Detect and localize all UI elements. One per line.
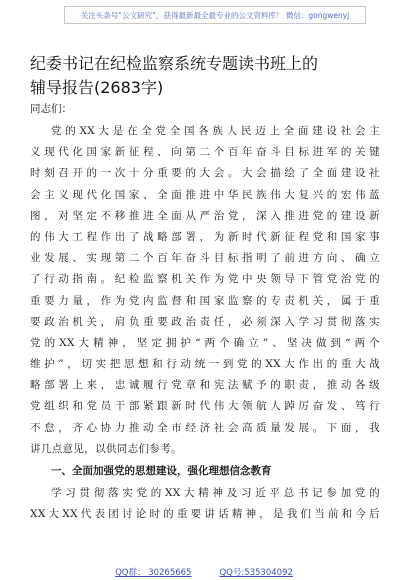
paragraph-line: 会主义现代化国家、全面推进中华民族伟大复兴的宏伟蓝 [30, 188, 380, 201]
paragraph-line: 时刻召开的一次十分重要的大会。大会描绘了全面建设社 [30, 167, 380, 180]
salutation: 同志们： [30, 103, 72, 115]
paragraph-line: 党组织和党员干部紧跟新时代伟大领航人踔厉奋发、笃行 [30, 400, 380, 413]
paragraph-line: 学习贯彻落实党的XX大精神及习近平总书记参加党的 [51, 487, 380, 499]
paragraph-2 [30, 483, 380, 525]
paragraph-line: 的伟大工程作出了战略部署，为新时代新征程党和国家事 [30, 230, 380, 243]
paragraph-line: 义现代化国家新征程、向第二个百年奋斗目标进军的关键 [30, 146, 380, 159]
paragraph-line: 不怠，齐心协力推动全市经济社会高质量发展。下面，我 [30, 421, 380, 434]
paragraph-line: 业发展、实现第二个百年奋斗目标指明了前进方向、确立 [30, 252, 380, 265]
paragraph-line: 了行动指南。纪检监察机关作为党中央领导下管党治党的 [30, 273, 380, 286]
paragraph-line: 维护”，切实把思想和行动统一到党的XX大作出的重大战 [30, 358, 380, 371]
paragraph-line: 重要力量，作为党内监督和国家监察的专责机关，属于重 [30, 294, 380, 307]
paragraph-line: 党的XX大是在全党全国各族人民迈上全面建设社会主 [51, 125, 380, 137]
footer-qq-group-link[interactable]: QQ群： 30265665 [115, 568, 192, 578]
document-title [30, 52, 360, 100]
footer-contact-banner [0, 564, 408, 580]
document-title-line-2: 辅导报告(2683字) [30, 78, 164, 97]
paragraph-line: 要政治机关，肩负重要政治责任，必须深入学习贯彻落实 [30, 315, 380, 328]
paragraph-line: 图，对坚定不移推进全面从严治党，深入推进党的建设新 [30, 209, 380, 222]
paragraph-1 [30, 121, 380, 460]
paragraph-line: 略部署上来，忠诚履行党章和宪法赋予的职责，推动各级 [30, 379, 380, 392]
document-title-line-1: 纪委书记在纪检监察系统专题读书班上的 [30, 54, 319, 73]
paragraph-line: 讲几点意见，以供同志们参考。 [30, 442, 182, 455]
footer-qq-number-link[interactable]: QQ号:535304092 [219, 568, 293, 578]
document-body [30, 121, 380, 525]
header-promo-text: 关注头条号“公文研究”，获得最新最全最专业的公文资料库！ 微信：gongwenyj [80, 10, 350, 20]
header-promo-banner[interactable] [64, 6, 366, 24]
paragraph-line: 党的XX大精神，坚定拥护“两个确立”、坚决做到“两个 [30, 336, 380, 349]
section-heading-1: 一、全面加强党的思想建设，强化理想信念教育 [51, 465, 272, 477]
paragraph-line: XX大XX代表团讨论时的重要讲话精神，是我们当前和今后 [30, 508, 380, 521]
